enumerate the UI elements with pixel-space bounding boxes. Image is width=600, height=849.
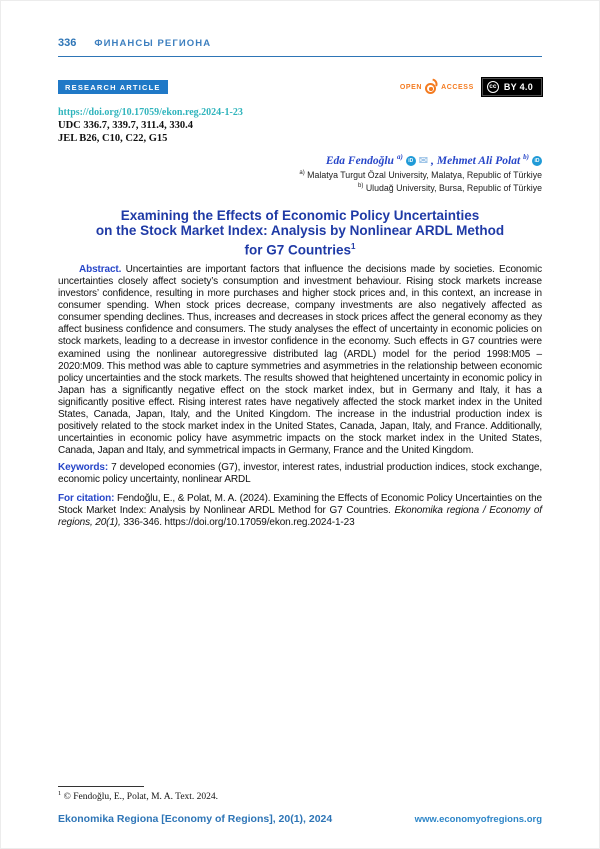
footer-website-link[interactable]: www.economyofregions.org [414,814,542,825]
footnote-mark: 1 [58,789,62,797]
abstract-paragraph [58,264,542,458]
doi-link[interactable]: https://doi.org/10.17059/ekon.reg.2024-1-23 [58,107,243,118]
footnote-divider [58,786,144,787]
abstract-text: Uncertainties are important factors that influence the decisions made by societies. Economic uncertainties closely affect society’s consumption and investment behaviour. Rising stock markets increase investors’ confidence, resulting in more purchases and higher stock prices and, in this context, an increase in consumer spending. When stock prices decrease, company investments are also negatively affected as consumer spending declines. Thus, increases and decreases in stock prices affect the general economy as they affect business confidence and consumers. The study analyses the effect of uncertainty in economic policies on stock markets, leading to a decrease in investor confidence in the economy. Such effects in G7 countries were examined using the nonlinear autoregressive distributed lag (ARDL) model for the period 1998:M05 – 2020:M09. This method was able to capture symmetries and asymmetries in the relationship between economic policy uncertainties and the stock markets. The results showed that heightened uncertainty in economic policy in Japan has a significantly negative effect on the stock market index, but in Germany and Italy, it has a significantly positive effect. Rising interest rates have negatively affected the stock market index in the United States, Canada, Japan, Italy, and the United Kingdom. The increase in the industrial production index is positively related to the stock market index in the United States, Canada, Japan, Italy, and France. Additionally, uncertainties in economic policy have asymmetric impacts on the stock market index in the United States, Canada, Japan and Italy, and symmetrical impacts in Germany, France and the United Kingdom. [58,263,542,457]
title-footnote-mark: 1 [351,241,356,251]
email-icon[interactable]: ✉ [418,154,428,167]
udc-codes: UDC 336.7, 339.7, 311.4, 330.4 [58,120,194,131]
affiliation-a-text: Malatya Turgut Özal University, Malatya, Republic of Türkiye [304,169,542,180]
orcid-icon[interactable]: iD [532,156,542,166]
affiliation-a [58,168,542,181]
abstract-label: Abstract. [79,263,122,275]
citation-paragraph [58,493,542,529]
author-1-affiliation-mark: a) [396,153,403,161]
article-title-line-2: on the Stock Market Index: Analysis by Nonlinear ARDL Method [95,223,505,239]
research-article-badge: RESEARCH ARTICLE [58,80,168,94]
affiliation-a-mark: a) [299,170,305,176]
author-1-name: Eda Fendoğlu [325,155,394,167]
running-head [58,37,542,57]
cc-license-label: BY 4.0 [503,82,533,92]
jel-codes: JEL B26, C10, C22, G15 [58,132,168,144]
page-number: 336 [58,37,77,49]
badge-row [58,78,542,96]
page-footer [58,813,542,825]
affiliation-b-text: Uludağ University, Bursa, Republic of Türkiye [363,183,542,194]
license-badges [400,78,542,96]
open-access-logo [400,79,474,95]
citation-text-after: 336-346. https://doi.org/10.17059/ekon.reg.2024-1-23 [123,516,355,528]
footnote-text: © Fendoğlu, E., Polat, M. A. Text. 2024. [61,792,219,802]
open-access-access-label: ACCESS [441,83,474,91]
author-2-name: Mehmet Ali Polat [436,155,521,167]
affiliation-b [58,181,542,194]
author-2-affiliation-mark: b) [523,153,529,161]
citation-label: For citation: [58,492,115,504]
orcid-icon[interactable]: iD [406,156,416,166]
citation-journal-italic: Ekonomika regiona / Economy of regions, 20(1), [58,504,542,528]
keywords-text: 7 developed economies (G7), investor, interest rates, industrial production indices, stock exchange, economic policy uncertainty, nonlinear ARDL [58,462,542,486]
article-title-line-3 [58,239,542,258]
article-title [58,208,542,258]
open-lock-icon [424,79,439,95]
article-title-line-1: Examining the Effects of Economic Policy Uncertainties [120,207,480,223]
cc-by-badge[interactable] [482,78,542,96]
footer-journal-title: Ekonomika Regiona [Economy of Regions], 20(1), 2024 [58,813,333,825]
keywords-label: Keywords: [58,462,109,474]
footnote-text-line [58,790,542,802]
article-title-line-3-text: for G7 Countries [244,242,352,258]
open-access-open-label: OPEN [399,83,423,91]
journal-section-title: ФИНАНСЫ РЕГИОНА [94,38,212,49]
cc-icon: cc [487,81,499,93]
keywords-paragraph [58,462,542,486]
authors-line [58,154,542,168]
article-meta [58,102,542,145]
authors-block [58,154,542,195]
authors-separator: , [431,155,434,167]
affiliation-b-mark: b) [358,183,364,190]
citation-text-before: Fendoğlu, E., & Polat, M. A. (2024). Examining the Effects of Economic Policy Uncertainties on the Stock Market Index: Analysis by Nonlinear ARDL Method for G7 Countries. [58,492,542,516]
footnote-block [58,786,542,802]
